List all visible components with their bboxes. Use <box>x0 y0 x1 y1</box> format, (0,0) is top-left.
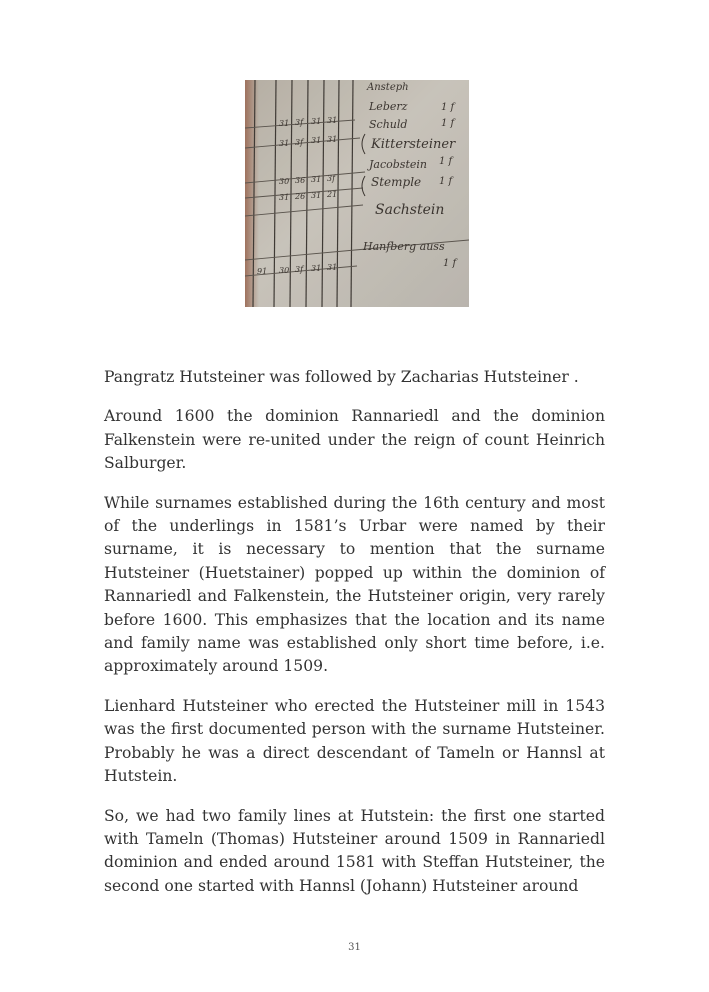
paragraph: Lienhard Hutsteiner who erected the Hutsteiner mill in 1543 was the first documented person with the surname Hutsteiner. Probably he was a direct descendant of Tameln or Hannsl at Hutstein. <box>104 696 605 786</box>
paragraph: While surnames established during the 16th century and most of the underlings in 1581’s Urbar were named by their surname, it is necessary to mention that the surname Hutsteiner (Huetstainer) popped up within the dominion of Rannariedl and Falkenstein, the Hutsteiner origin, very rarely before 1600. This emphasizes that the location and its name and family name was established only short time before, i.e. approximately around 1509. <box>104 493 605 676</box>
svg-text:3f: 3f <box>295 118 304 127</box>
svg-text:Schuld: Schuld <box>369 118 408 131</box>
paragraph: So, we had two family lines at Hutstein: the first one started with Tameln (Thomas) Hutsteiner around 1509 in Rannariedl dominion and ended around 1581 with Steffan Hutsteiner, the second one started with Hannsl (Johann) Hutsteiner around <box>104 806 605 895</box>
svg-text:31: 31 <box>327 116 338 125</box>
ledger-photo <box>245 80 469 307</box>
body-text <box>104 366 605 914</box>
svg-text:1 f: 1 f <box>441 102 455 113</box>
svg-text:31: 31 <box>279 119 290 128</box>
svg-text:21: 21 <box>327 190 338 199</box>
paragraph: Around 1600 the dominion Rannariedl and the dominion Falkenstein were re-united under the reign of count Heinrich Salburger. <box>104 407 605 473</box>
svg-text:Stemple: Stemple <box>371 175 422 189</box>
svg-text:31: 31 <box>311 136 322 145</box>
svg-text:30: 30 <box>279 177 290 186</box>
svg-text:Hanfberg auss: Hanfberg auss <box>363 240 445 253</box>
paragraph: Pangratz Hutsteiner was followed by Zacharias Hutsteiner . <box>104 368 579 386</box>
svg-text:Ansteph: Ansteph <box>367 82 409 93</box>
svg-text:26: 26 <box>295 192 306 201</box>
svg-text:1 f: 1 f <box>441 118 455 129</box>
svg-text:31: 31 <box>311 175 322 184</box>
svg-text:36: 36 <box>295 176 306 185</box>
svg-text:3f: 3f <box>295 138 304 147</box>
svg-text:3f: 3f <box>327 174 336 183</box>
svg-text:Leberz: Leberz <box>369 100 408 113</box>
svg-text:1 f: 1 f <box>439 176 453 187</box>
svg-text:30: 30 <box>279 266 290 275</box>
svg-text:1 f: 1 f <box>439 156 453 167</box>
svg-text:31: 31 <box>311 117 322 126</box>
svg-text:Kittersteiner: Kittersteiner <box>371 137 456 152</box>
svg-text:91: 91 <box>257 267 268 276</box>
svg-text:31: 31 <box>311 264 322 273</box>
svg-text:31: 31 <box>327 263 338 272</box>
page-number: 31 <box>348 942 361 953</box>
svg-text:31: 31 <box>279 139 290 148</box>
svg-text:3f: 3f <box>295 265 304 274</box>
svg-text:Sachstein: Sachstein <box>375 202 445 218</box>
svg-text:1 f: 1 f <box>443 258 457 269</box>
svg-text:31: 31 <box>279 193 290 202</box>
svg-text:31: 31 <box>311 191 322 200</box>
svg-text:Jacobstein: Jacobstein <box>369 158 427 171</box>
ledger-photo-drawing <box>245 80 469 307</box>
svg-text:31: 31 <box>327 135 338 144</box>
